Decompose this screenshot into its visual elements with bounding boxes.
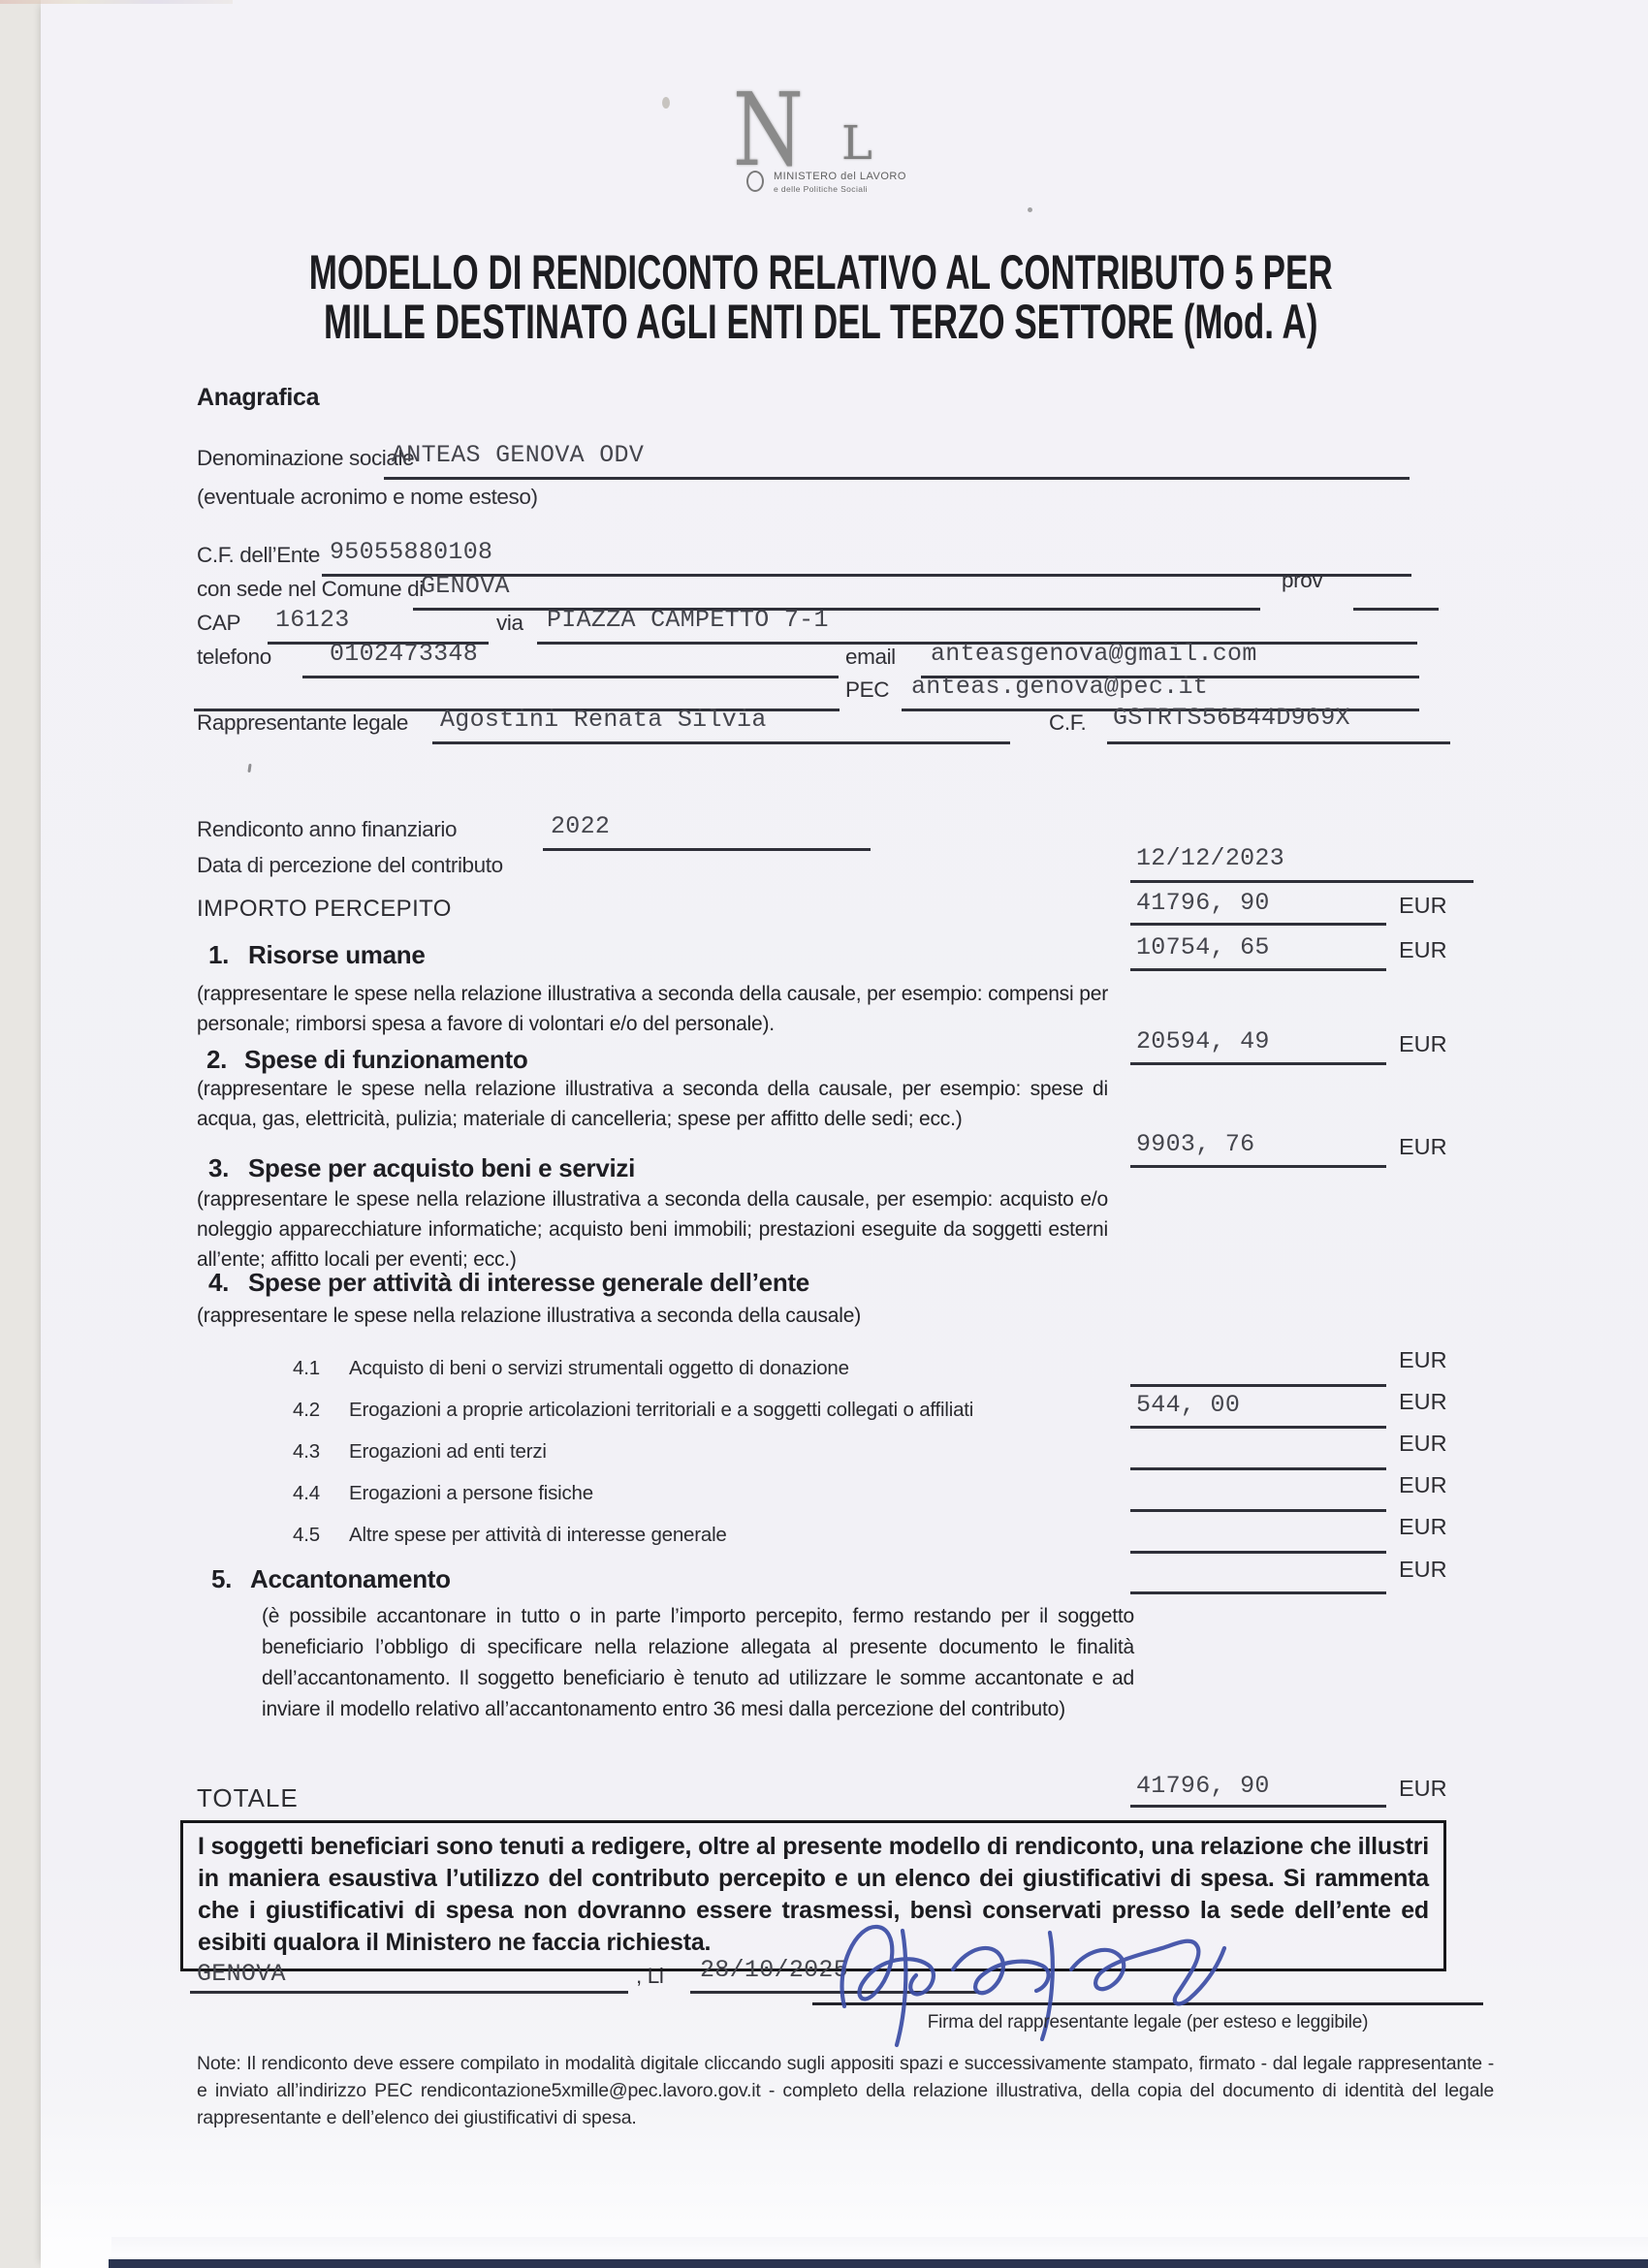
firma-caption: Firma del rappresentante legale (per esteso e leggibile) [927,2012,1369,2032]
anno-value: 2022 [551,812,611,840]
importo-label: IMPORTO PERCEPITO [197,896,452,922]
date-value: 28/10/2025 [700,1956,849,1984]
subitem-42-underline [1130,1426,1386,1429]
telefono-label: telefono [197,645,271,669]
denominazione-value: ANTEAS GENOVA ODV [392,441,645,469]
subitem-45-underline [1130,1551,1386,1554]
scan-speck-2 [662,97,670,109]
rappresentante-value: Agostini Renata Silvia [440,706,767,734]
telefono-value: 0102473348 [330,640,479,668]
email-value: anteasgenova@gmail.com [931,640,1257,668]
eur-43: EUR [1399,1431,1447,1456]
sec3-value: 9903, 76 [1136,1130,1255,1158]
subitem-42-label: Erogazioni a proprie articolazioni territoriali e a soggetti collegati o affiliati [349,1399,974,1421]
ministry-name-line2: e delle Politiche Sociali [774,184,868,194]
subitem-44-label: Erogazioni a persone fisiche [349,1482,593,1504]
subitem-43-num: 4.3 [293,1440,320,1463]
prov-label: prov [1282,568,1323,592]
sec5-desc: (è possibile accantonare in tutto o in parte l’importo percepito, fermo restando per il soggetto beneficiario l’obbligo di specificare nella relazione allegata al presente documento le finalità dell’accantonamento. Il soggetto beneficiario è tenuto ad utilizzare le somme accantonate e ad inviare il modello relativo all’accantonamento entro 36 mesi dalla percezione del contributo) [262,1605,1134,1720]
scan-speck-3 [1028,207,1032,212]
sec2-value: 20594, 49 [1136,1027,1270,1055]
eur-41: EUR [1399,1347,1447,1372]
form-title-line2: MILLE DESTINATO AGLI ENTI DEL TERZO SETTORE (Mod. A) [324,295,1318,349]
sec3-underline [1130,1165,1386,1168]
scan-bottom-white-band [111,2237,1648,2260]
sec4-title: Spese per attività di interesse generale dell’ente [248,1268,809,1297]
subitem-43-label: Erogazioni ad enti terzi [349,1440,547,1463]
sec4-num: 4. [208,1268,230,1297]
sec5-underline [1130,1591,1386,1594]
subitem-45-label: Altre spese per attività di interesse generale [349,1524,727,1546]
sec1-underline [1130,968,1386,971]
subitem-41-label: Acquisto di beni o servizi strumentali oggetto di donazione [349,1357,849,1379]
prov-underline [1353,608,1439,611]
eur-sec3: EUR [1399,1134,1447,1159]
via-value: PIAZZA CAMPETTO 7-1 [547,606,829,634]
sec1-value: 10754, 65 [1136,933,1270,961]
subitem-44-num: 4.4 [293,1482,320,1504]
pec-label: PEC [845,677,890,702]
eur-45: EUR [1399,1514,1447,1539]
cap-value: 16123 [275,606,350,634]
rappresentante-underline [432,741,1010,744]
importo-value: 41796, 90 [1136,889,1270,917]
ministry-name-line1: MINISTERO del LAVORO [774,171,906,182]
sec1-title: Risorse umane [248,940,426,969]
subitem-44-underline [1130,1509,1386,1512]
anno-label: Rendiconto anno finanziario [197,817,458,841]
cf-ente-label: C.F. dell’Ente [197,543,320,567]
data-percezione-underline [1130,880,1474,883]
sec1-desc: (rappresentare le spese nella relazione illustrativa a seconda della causale, per esempio: compensi per personale; rimborsi spesa a favore di volontari e/o del personale). [197,983,1108,1036]
form-title-line1: MODELLO DI RENDICONTO RELATIVO AL CONTRIBUTO 5 PER [308,245,1333,299]
cf-rappresentante-value: GSTRTS56B44D969X [1113,704,1350,732]
cf-rappresentante-label: C.F. [1049,710,1087,735]
sec2-underline [1130,1062,1386,1065]
scan-top-edge [0,0,233,4]
subitem-42-num: 4.2 [293,1399,320,1421]
eur-44: EUR [1399,1472,1447,1497]
eur-sec5: EUR [1399,1557,1447,1582]
eur-totale: EUR [1399,1776,1447,1801]
sec2-num: 2. [206,1045,228,1074]
denominazione-label: Denominazione sociale [197,446,415,470]
subitem-42-value: 544, 00 [1136,1391,1241,1419]
subitem-41-underline [1130,1384,1386,1387]
totale-underline [1130,1805,1386,1808]
li-label: , Li [636,1964,664,1988]
comune-label: con sede nel Comune di [197,577,424,601]
sec3-num: 3. [208,1153,230,1182]
signature-image [819,1911,1275,2057]
sec5-num: 5. [211,1564,233,1593]
cf-ente-value: 95055880108 [330,538,493,566]
pec-value: anteas.genova@pec.it [911,673,1209,701]
subitem-41-num: 4.1 [293,1357,320,1379]
scan-bottom-bar [109,2259,1648,2268]
data-percezione-label: Data di percezione del contributo [197,853,503,877]
place-value: GENOVA [197,1960,286,1988]
anno-underline [543,848,871,851]
totale-label: TOTALE [197,1783,299,1812]
comune-underline [413,608,1260,611]
sec2-desc: (rappresentare le spese nella relazione illustrativa a seconda della causale, per esempio: spese di acqua, gas, elettricità, pulizia; materiale di cancelleria; spese per affitto delle sedi; ecc.) [197,1078,1108,1131]
place-underline [190,1991,628,1994]
sec3-desc: (rappresentare le spese nella relazione illustrativa a seconda della causale, per esempio: acquisto e/o noleggio apparecchiature informatiche; acquisto beni immobili; prestazioni eseguite da soggetti esterni all’ente; affitto locali per eventi; ecc.) [197,1188,1108,1272]
sec5-title: Accantonamento [250,1564,451,1593]
data-percezione-value: 12/12/2023 [1136,844,1285,872]
sec2-title: Spese di funzionamento [244,1045,528,1074]
ministry-monogram-l: L [841,116,872,171]
via-label: via [496,611,523,635]
state-emblem-icon [746,171,764,192]
eur-sec1: EUR [1399,937,1447,962]
denominazione-underline [384,477,1410,480]
comune-value: GENOVA [421,572,510,600]
telefono-underline [302,676,839,678]
rappresentante-label: Rappresentante legale [197,710,409,735]
eur-42: EUR [1399,1389,1447,1414]
anagrafica-heading: Anagrafica [197,384,320,411]
ministry-monogram-m: N [733,71,804,189]
form-title [244,245,1398,349]
sec3-title: Spese per acquisto beni e servizi [248,1153,636,1182]
importo-underline [1130,923,1386,926]
denominazione-note: (eventuale acronimo e nome esteso) [197,485,538,509]
notice-box: I soggetti beneficiari sono tenuti a redigere, oltre al presente modello di rendiconto, una relazione che illustri in maniera esaustiva l’utilizzo del contributo percepito e un elenco dei giustificativi di spesa. Si rammenta che i giustificativi di spesa non dovranno essere trasmessi, bensì conservati presso la sede dell’ente ed esibiti qualora il Ministero ne faccia richiesta. [180,1820,1446,1971]
sec4-desc: (rappresentare le spese nella relazione illustrativa a seconda della causale) [197,1305,862,1327]
cap-label: CAP [197,611,241,635]
footer-note: Note: Il rendiconto deve essere compilato in modalità digitale cliccando sugli appositi spazi e successivamente stampato, firmato - dal legale rappresentante - e inviato all’indirizzo PEC rendicontazione5xmille@pec.lavoro.gov.it - completo della relazione illustrativa, della copia del documento di identità del legale rappresentante e dell’elenco dei giustificativi di spesa. [197,2053,1494,2128]
subitem-43-underline [1130,1467,1386,1470]
totale-value: 41796, 90 [1136,1772,1270,1800]
cf-rappresentante-underline [1107,741,1450,744]
eur-sec2: EUR [1399,1031,1447,1056]
email-label: email [845,645,896,669]
sec1-num: 1. [208,940,230,969]
eur-importo: EUR [1399,893,1447,918]
subitem-45-num: 4.5 [293,1524,320,1546]
